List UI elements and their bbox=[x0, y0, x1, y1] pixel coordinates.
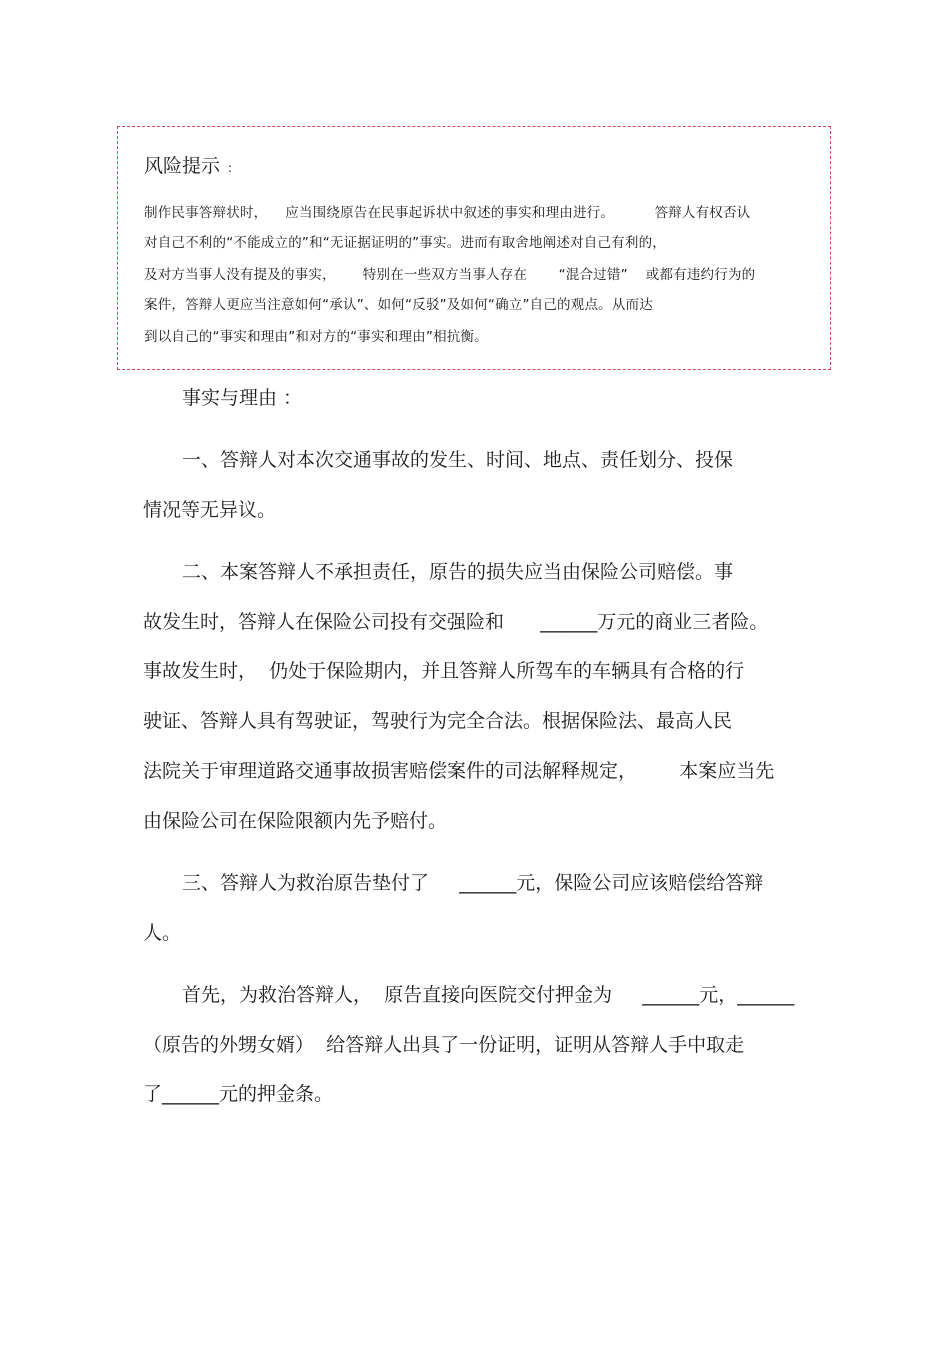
paragraph-line: 首先，为救治答辩人， 原告直接向医院交付押金为 ______元，______ bbox=[182, 984, 795, 1006]
paragraph-line: 故发生时，答辩人在保险公司投有交强险和 ______万元的商业三者险。 bbox=[143, 611, 769, 633]
paragraph-line: 人。 bbox=[143, 922, 182, 944]
paragraph-line: 事故发生时， 仍处于保险期内，并且答辩人所驾车的车辆具有合格的行 bbox=[143, 660, 745, 682]
paragraph-line: 二、本案答辩人不承担责任，原告的损失应当由保险公司赔偿。事 bbox=[182, 561, 734, 583]
risk-notice-line: 到以自己的“事实和理由”和对方的“事实和理由”相抗衡。 bbox=[144, 329, 488, 345]
risk-notice-line: 及对方当事人没有提及的事实， 特别在一些双方当事人存在 “混合过错” 或都有违约行为的 bbox=[144, 267, 756, 283]
risk-notice-title: 风险提示 : bbox=[144, 155, 233, 177]
risk-notice-box bbox=[117, 126, 831, 370]
paragraph-line: 驶证、答辩人具有驾驶证，驾驶行为完全合法。根据保险法、最高人民 bbox=[143, 710, 733, 732]
paragraph-line: 情况等无异议。 bbox=[143, 499, 277, 521]
risk-notice-line: 案件，答辩人更应当注意如何“承认”、如何“反驳”及如何“确立”自己的观点。从而达 bbox=[144, 297, 653, 313]
risk-notice-line: 对自己不利的“不能成立的”和“无证据证明的”事实。进而有取舍地阐述对自己有利的， bbox=[144, 235, 666, 251]
paragraph-line: 了______元的押金条。 bbox=[143, 1083, 334, 1105]
section-heading: 事实与理由 ： bbox=[182, 387, 303, 409]
paragraph-line: 由保险公司在保险限额内先予赔付。 bbox=[143, 810, 448, 832]
risk-notice-line: 制作民事答辩状时， 应当围绕原告在民事起诉状中叙述的事实和理由进行。 答辩人有权否认 bbox=[144, 205, 751, 221]
paragraph-line: （原告的外甥女婿） 给答辩人出具了一份证明，证明从答辩人手中取走 bbox=[143, 1034, 745, 1056]
paragraph-line: 法院关于审理道路交通事故损害赔偿案件的司法解释规定， 本案应当先 bbox=[143, 760, 775, 782]
paragraph-line: 三、答辩人为救治原告垫付了 ______元，保险公司应该赔偿给答辩 bbox=[182, 872, 764, 894]
paragraph-line: 一、答辩人对本次交通事故的发生、时间、地点、责任划分、投保 bbox=[182, 449, 734, 471]
